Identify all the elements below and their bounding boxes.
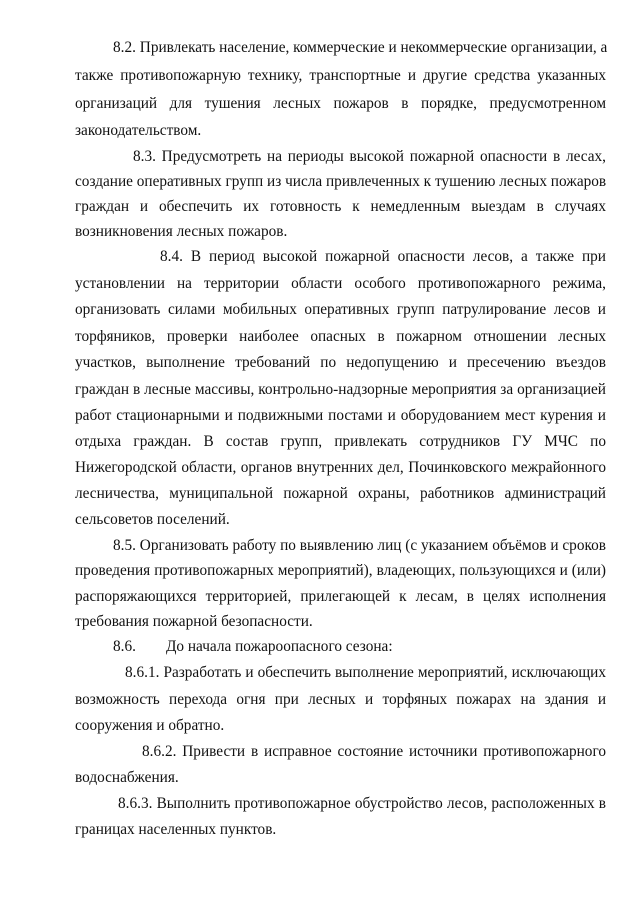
paragraph-8-2-line-1: 8.2. Привлекать население, коммерческие и некоммерческие организации, а [113,39,608,56]
paragraph-8-4-line-5: участков, выполнение требований по недопущению и пресечению въездов [75,354,606,371]
paragraph-8-4-line-8: отдыха граждан. В состав групп, привлекать сотрудников ГУ МЧС по [75,433,606,450]
paragraph-8-6-2-line-1: 8.6.2. Привести в исправное состояние источники противопожарного [142,743,606,760]
paragraph-8-6 [113,637,640,657]
paragraph-8-6-3-line-2: границах населенных пунктов. [75,821,277,838]
paragraph-8-4-line-9: Нижегородской области, органов внутренних дел, Починковского межрайонного [75,459,606,476]
paragraph-8-4-line-4: торфяников, проверки наиболее опасных в пожарном отношении лесных [75,328,606,345]
paragraph-8-5-line-2: проведения противопожарных мероприятий), владеющих, пользующихся и (или) [75,562,606,579]
paragraph-8-4-line-1: 8.4. В период высокой пожарной опасности лесов, а также при [160,248,606,265]
paragraph-8-3-line-4: возникновения лесных пожаров. [75,223,288,240]
paragraph-8-6-number: 8.6. [113,638,136,655]
paragraph-8-4-line-2: установлении на территории области особого противопожарного режима, [75,275,606,292]
paragraph-8-6-1-line-1: 8.6.1. Разработать и обеспечить выполнение мероприятий, исключающих [125,664,606,681]
paragraph-8-2-line-4: законодательством. [75,122,202,139]
paragraph-8-3-line-2: создание оперативных групп из числа привлеченных к тушению лесных пожаров [75,173,607,190]
paragraph-8-6-text: До начала пожароопасного сезона: [165,638,393,655]
paragraph-8-5-line-1: 8.5. Организовать работу по выявлению лиц (с указанием объёмов и сроков [113,537,606,554]
paragraph-8-4-line-11: сельсоветов поселений. [75,511,230,528]
paragraph-8-5-line-4: требования пожарной безопасности. [75,613,313,630]
paragraph-8-4-line-7: работ стационарными и подвижными постами и оборудованием мест курения и [75,407,606,424]
paragraph-8-6-1-line-2: возможность перехода огня при лесных и торфяных пожарах на здания и [75,691,606,708]
paragraph-8-6-3-line-1: 8.6.3. Выполнить противопожарное обустройство лесов, расположенных в [118,795,606,812]
paragraph-8-6-1-line-3: сооружения и обратно. [75,717,225,734]
paragraph-8-2-line-2: также противопожарную технику, транспортные и другие средства указанных [75,67,606,84]
paragraph-8-4-line-3: организовать силами мобильных оперативных групп патрулирование лесов и [75,301,606,318]
paragraph-8-4-line-6: граждан в лесные массивы, контрольно-надзорные мероприятия за организацией [75,381,606,398]
paragraph-8-6-2-line-2: водоснабжения. [75,769,179,786]
paragraph-8-2-line-3: организаций для тушения лесных пожаров в порядке, предусмотренном [75,95,606,112]
paragraph-8-4-line-10: лесничества, муниципальной пожарной охраны, работников администраций [75,485,606,502]
paragraph-8-3-line-3: граждан и обеспечить их готовность к немедленным выездам в случаях [75,198,606,215]
paragraph-8-3-line-1: 8.3. Предусмотреть на периоды высокой пожарной опасности в лесах, [133,148,606,165]
paragraph-8-5-line-3: распоряжающихся территорией, прилегающей к лесам, в целях исполнения [75,588,606,605]
